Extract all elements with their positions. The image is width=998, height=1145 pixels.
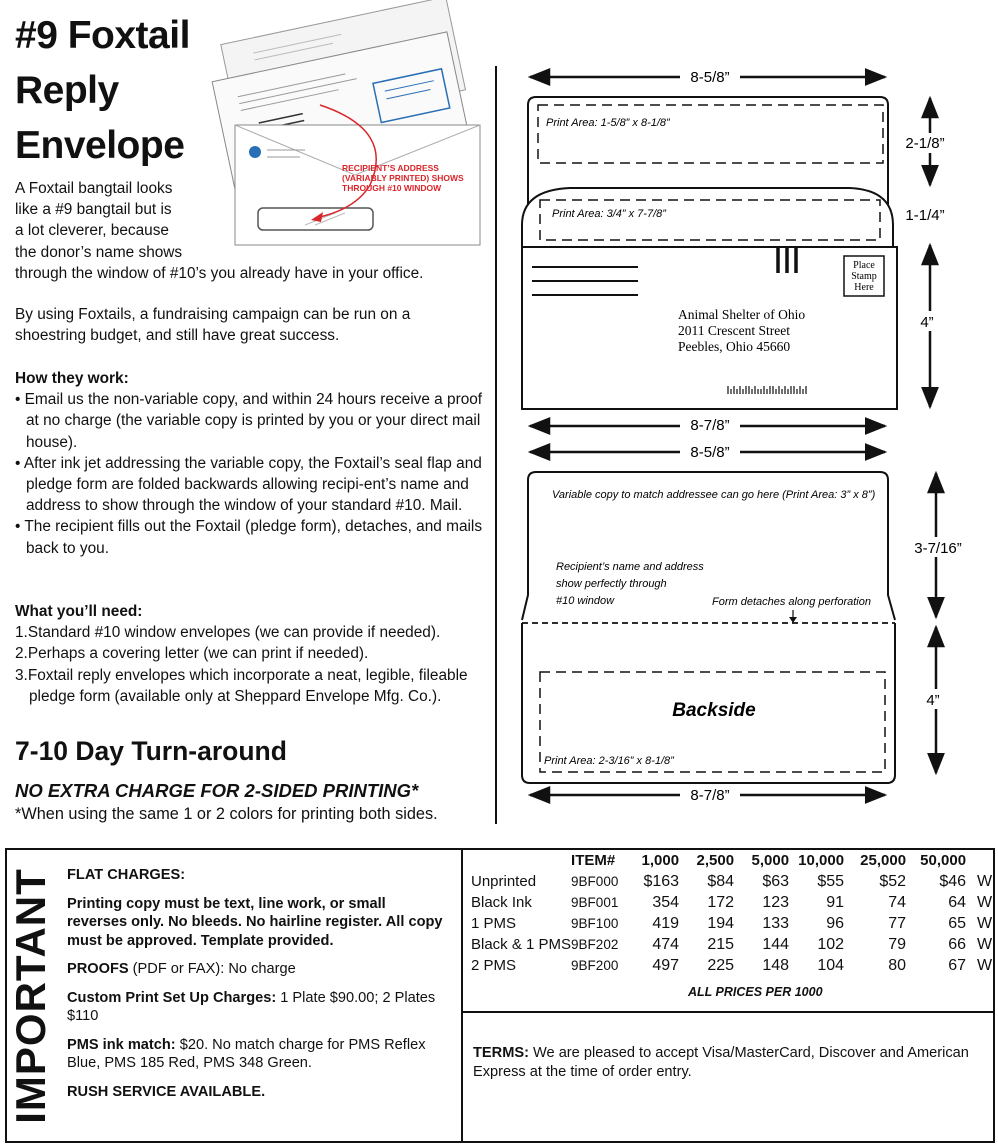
title-line: #9 Foxtail xyxy=(15,14,190,57)
printing-copy-note: Printing copy must be text, line work, or small reverses only. No bleeds. No hairline register. All copy must be approved. Template provided. xyxy=(67,895,443,949)
address-line: Peebles, Ohio 45660 xyxy=(678,339,791,354)
qty-header: 50,000 xyxy=(920,852,967,869)
stamp-label: Here xyxy=(854,282,874,293)
need-item: 1.Standard #10 window envelopes (we can provide if needed). xyxy=(15,624,441,642)
prices-per-1000-note: ALL PRICES PER 1000 xyxy=(688,985,823,999)
front-height-2: 1-1/4” xyxy=(905,207,945,224)
envelope-diagrams xyxy=(500,55,998,815)
intro-line: like a #9 bangtail but is xyxy=(15,201,172,219)
variable-copy-note: Variable copy to match addressee can go here (Print Area: 3” x 8”) xyxy=(552,489,876,501)
item-header: ITEM# xyxy=(571,852,616,869)
footnote: *When using the same 1 or 2 colors for printing both sides. xyxy=(15,805,438,823)
print-area-2-label: Print Area: 3/4” x 7-7/8” xyxy=(552,208,666,220)
back-top-width: 8-5/8” xyxy=(690,444,730,461)
intro-line: A Foxtail bangtail looks xyxy=(15,180,173,197)
paragraph-2: By using Foxtails, a fundraising campaign can be run on a shoestring budget, and still have great success. xyxy=(15,306,411,345)
title-line: Reply xyxy=(15,69,119,112)
title-line: Envelope xyxy=(15,124,185,167)
proofs-note: PROOFS (PDF or FAX): No charge xyxy=(67,961,296,977)
how-item: • The recipient fills out the Foxtail (pledge form), detaches, and mails back to you. xyxy=(15,516,485,558)
qty-header: 25,000 xyxy=(860,852,907,869)
turnaround-heading: 7-10 Day Turn-around xyxy=(15,736,287,766)
how-they-work-section xyxy=(15,368,485,559)
address-line: Animal Shelter of Ohio xyxy=(678,307,806,322)
recipient-note: Recipient’s name and address xyxy=(556,561,704,573)
column-divider xyxy=(495,66,497,824)
table-row: Unprinted 9BF000 $163 $84 $63 $55 $52 $46 W xyxy=(471,872,993,890)
price-header-row xyxy=(471,850,992,871)
price-table xyxy=(471,850,992,976)
need-heading: What you’ll need: xyxy=(15,603,143,620)
back-height-2: 4” xyxy=(926,692,940,709)
need-item: 3.Foxtail reply envelopes which incorporate a neat, legible, fileable pledge form (available only at Sheppard Envelope Mfg. Co.). xyxy=(15,666,468,705)
table-row: Black Ink 9BF001 354 172 123 91 74 64 W xyxy=(471,893,993,911)
no-charge-note: NO EXTRA CHARGE FOR 2-SIDED PRINTING* xyxy=(15,780,419,801)
print-area-1-label: Print Area: 1-5/8” x 8-1/8” xyxy=(546,117,670,129)
what-you-need-section xyxy=(15,601,485,707)
how-item: • After ink jet addressing the variable copy, the Foxtail’s seal flap and pledge form are folded backwards allowing recipi-ent’s name and address to show through the window of your standard #10. Mail. xyxy=(15,453,485,517)
back-bottom-width: 8-7/8” xyxy=(690,787,730,804)
setup-charges-note: Custom Print Set Up Charges: 1 Plate $90.00; 2 Plates $110 xyxy=(67,989,436,1024)
important-vertical-label: IMPORTANT xyxy=(7,867,54,1124)
intro-paragraph xyxy=(15,178,485,284)
rush-service-note: RUSH SERVICE AVAILABLE. xyxy=(67,1083,266,1100)
recipient-note: show perfectly through xyxy=(556,578,667,590)
qty-header: 1,000 xyxy=(641,852,680,869)
need-item: 2.Perhaps a covering letter (we can print if needed). xyxy=(15,645,369,663)
qty-header: 5,000 xyxy=(751,852,790,869)
table-row: 1 PMS 9BF100 419 194 133 96 77 65 W xyxy=(471,914,993,932)
backside-label: Backside xyxy=(672,700,756,721)
stamp-label: Stamp xyxy=(851,271,877,282)
back-height-1: 3-7/16” xyxy=(914,540,962,557)
callout-line: RECIPIENT’S ADDRESS xyxy=(342,163,439,173)
flat-charges-heading: FLAT CHARGES: xyxy=(67,867,186,883)
back-print-area-label: Print Area: 2-3/16” x 8-1/8” xyxy=(544,755,674,767)
table-row: 2 PMS 9BF200 497 225 148 104 80 67 W xyxy=(471,956,993,974)
qty-header: 10,000 xyxy=(798,852,845,869)
front-bottom-width: 8-7/8” xyxy=(690,417,730,434)
front-height-3: 4” xyxy=(920,314,934,331)
front-height-1: 2-1/8” xyxy=(905,135,945,152)
perforation-note: Form detaches along perforation xyxy=(712,596,871,608)
terms-note: TERMS: We are pleased to accept Visa/MasterCard, Discover and American Express at the time of order entry. xyxy=(473,1045,969,1080)
recipient-note: #10 window xyxy=(556,595,615,607)
important-details xyxy=(67,866,445,1111)
pms-match-note: PMS ink match: $20. No match charge for PMS Reflex Blue, PMS 185 Red, PMS 348 Green. xyxy=(67,1036,426,1071)
callout-line: THROUGH #10 WINDOW xyxy=(342,183,442,193)
intro-line: a lot cleverer, because xyxy=(15,222,169,240)
page-title xyxy=(15,8,190,173)
table-row: Black & 1 PMS 9BF202 474 215 144 102 79 66 W xyxy=(471,935,993,953)
stamp-label: Place xyxy=(853,260,875,271)
address-line: 2011 Crescent Street xyxy=(678,323,790,338)
front-top-width: 8-5/8” xyxy=(690,69,730,86)
callout-line: (VARIABLY PRINTED) SHOWS xyxy=(342,173,464,183)
intro-line: through the window of #10’s you already have in your office. xyxy=(15,264,424,282)
intro-line: the donor’s name shows xyxy=(15,243,183,261)
qty-header: 2,500 xyxy=(696,852,735,869)
how-item: • Email us the non-variable copy, and within 24 hours receive a proof at no charge (the variable copy is printed by you or your direct mail house). xyxy=(15,389,485,453)
how-heading: How they work: xyxy=(15,370,129,387)
